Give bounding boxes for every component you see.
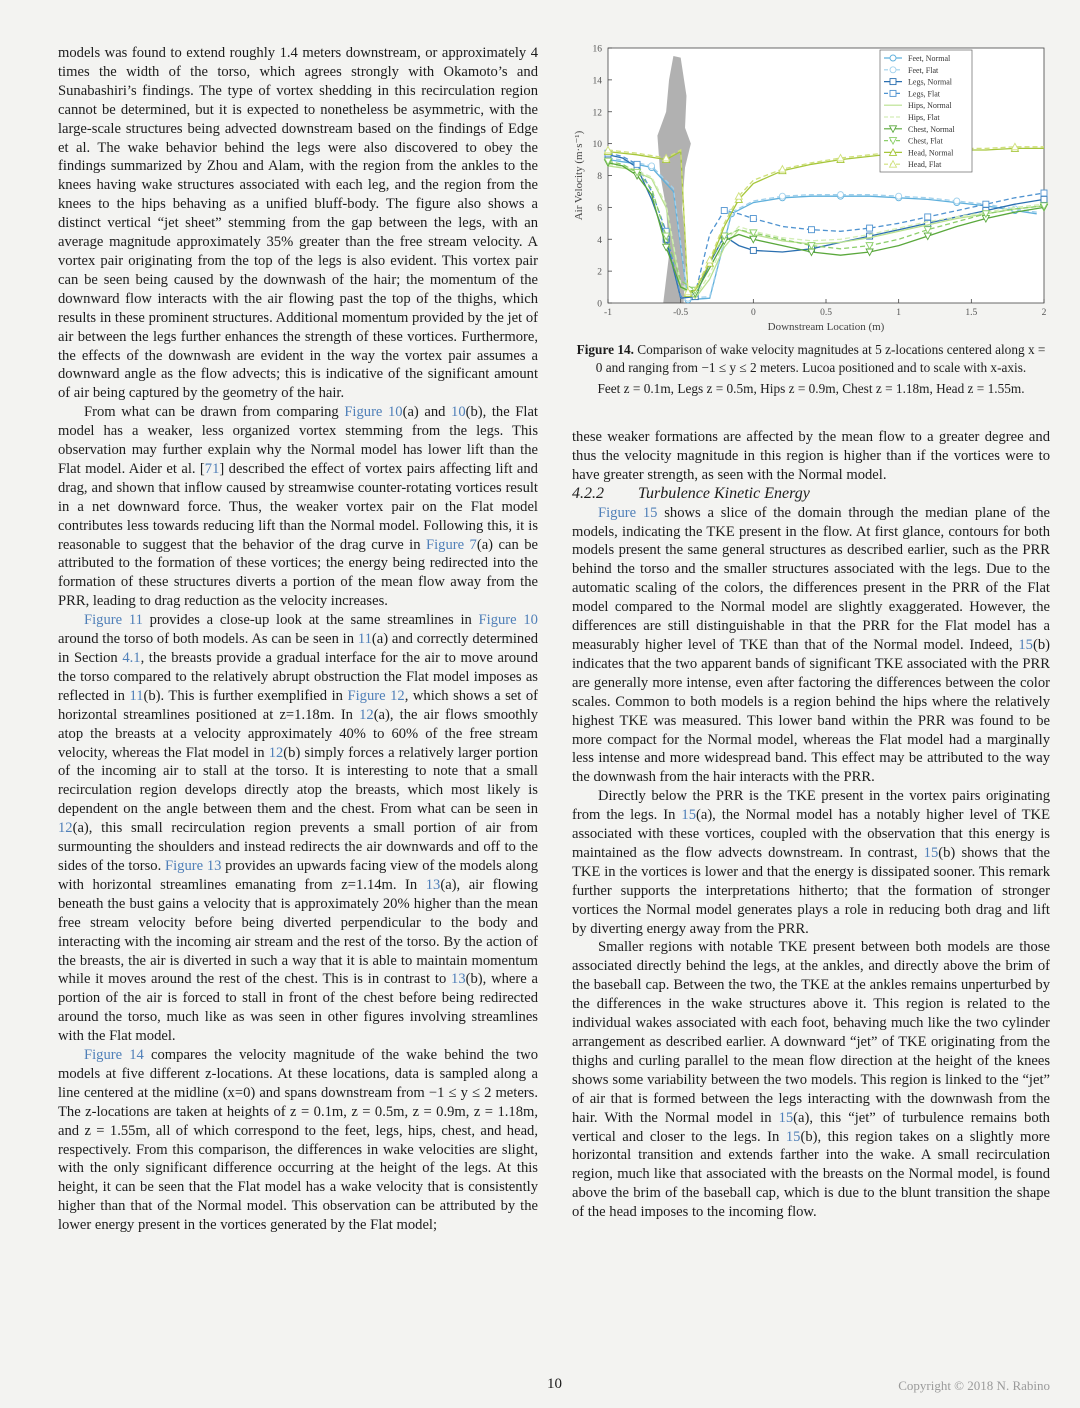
data-point <box>954 198 960 204</box>
y-tick-label: 6 <box>597 203 602 214</box>
y-tick-label: 16 <box>592 44 602 55</box>
paragraph-text: (b) simply forces a relatively larger portion of the incoming air to stall at the torso. It is interesting to note that a small recirculation region develops directly atop the breasts, which most likely is dependent on the angle between them and the chest. From what can be seen in <box>58 744 538 818</box>
x-tick-label: 1.5 <box>965 308 978 318</box>
paragraph-text: provides an upwards facing view of the models along with horizontal streamlines emanating from z=1.14m. In <box>58 857 538 893</box>
data-point <box>1041 196 1047 202</box>
cross-reference-link[interactable]: Figure 10 <box>478 612 538 629</box>
paragraph-text: (a) and correctly determined in Section <box>58 631 538 666</box>
paragraph-text: Smaller regions with notable TKE present between both models are those associated directly behind the legs, at the ankles, and directly above the brim of the baseball cap. Between the two, the TKE at the ankles remains unperturbed by the differences in the wake structures above it. This region is related to the individual wakes associated with each foot, behaving much like the two cylinder arrangement as described earlier. A downward “jet” of TKE originating from the thighs and curling parallel to the mean flow direction at the height of the knees shows some variability between the two models. This region is linked to the “jet” of air that is formed between the legs interacting with the downwash from the hair. With the Normal model in <box>572 939 1050 1126</box>
data-point <box>808 227 814 233</box>
right-column <box>572 428 1050 1222</box>
paragraph-text: compares the velocity magnitude of the wake behind the two models at five different z-locations. At these locations, data is sampled along a line centered at the midline (x=0) and spans downstream from −1 ≤ y ≤ 2 meters. The z-locations are taken at heights of z = 0.1m, z = 0.5m, z = 0.9m, z = 1.18m, and z = 1.55m, all of which correspond to the feet, legs, hips, chest, and head, respectively. From this comparison, the differences in wake velocities are slight, with the only significant difference occurring at the height of the legs. At this height, it can be seen that the Flat model has a wake velocity that is consistently higher than that of the Normal model. This observation can be attributed by the lower energy present in the vortices generated by the Flat model; <box>58 1047 538 1234</box>
cross-reference-link[interactable]: Figure 11 <box>84 612 143 629</box>
legend-entry: Head, Normal <box>908 148 954 158</box>
figure-14-chart <box>570 40 1050 340</box>
cross-reference-link[interactable]: 13 <box>425 876 441 893</box>
right-paragraph <box>572 504 1050 788</box>
x-tick-label: 1 <box>896 308 902 318</box>
paragraph-text: (b). This is further exemplified in <box>143 687 348 704</box>
legend-entry: Chest, Flat <box>908 136 943 146</box>
paragraph-text: (a), air flowing beneath the bust gains a velocity that is approximately 20% higher than the mean free stream velocity before being diverted perpendicular to the body and interacting with the incoming air stream and the rest of the torso. By the action of the breasts, the air is diverted in such a way that it is able to maintain momentum while it moves around the rest of the chest. This is in contrast to <box>58 876 538 988</box>
left-paragraph <box>58 403 538 611</box>
paragraph-text: (a) and <box>402 404 452 421</box>
y-tick-label: 14 <box>592 76 602 87</box>
cross-reference-link[interactable]: 71 <box>204 460 220 477</box>
x-tick-label: 0 <box>750 308 756 318</box>
y-tick-label: 4 <box>597 235 602 246</box>
x-axis-label: Downstream Location (m) <box>767 321 885 333</box>
cross-reference-link[interactable]: 13 <box>451 971 466 988</box>
paragraph-text: (b) indicates that the two apparent bands of significant TKE associated with the PRR are generally more intense, even after factoring the differences between the color scales. Common to both models is a region behind the hips where the relatively highest TKE was measured. This lower band within the PRR was found to be more compact for the Normal model, whereas the Flat model had a marginally less intense and more widespread band. This effect may be attributed to the way the downwash from the hair interacts with the PRR. <box>572 636 1050 786</box>
data-point <box>721 208 727 214</box>
data-point <box>867 225 873 231</box>
legend-marker <box>890 55 896 61</box>
cross-reference-link[interactable]: 12 <box>58 820 73 837</box>
paragraph-text: (b), where a portion of the air is forced to stall in front of the chest before being redirected around the torso, much like as was seen in other figures involving streamlines with the Flat model. <box>58 971 538 1045</box>
cross-reference-link[interactable]: Figure 15 <box>598 504 658 521</box>
cross-reference-link[interactable]: 10 <box>451 404 466 421</box>
paragraph-text: (b) shows that the TKE in the vortices is lower and that the energy is dissipated sooner. This remark further supports the interpretations hitherto; that the formation of stronger vortices the Normal model generates plays a role in reducing both drag and lift by diverting energy away from the PRR. <box>572 844 1050 937</box>
paragraph-text: Directly below the PRR is the TKE present in the vortex pairs originating from the legs. In <box>572 788 1050 824</box>
left-column <box>58 44 538 1235</box>
cross-reference-link[interactable]: 11 <box>129 687 144 704</box>
cross-reference-link[interactable]: Figure 13 <box>164 857 222 874</box>
section-number: 4.2.2 <box>572 484 604 502</box>
figure-label: Figure 14. <box>576 342 634 357</box>
cross-reference-link[interactable]: 4.1 <box>122 650 141 666</box>
legend-entry: Hips, Flat <box>908 113 940 122</box>
paragraph-text: ] described the effect of vortex pairs affecting lift and drag, and shown that inflow caused by streamwise counter-rotating vortices result in a net downward force. Thus, the weaker vortex pair on the Flat model contributes less towards reducing lift than the Normal model. Following this, it is reasonable to suggest that the behavior of the drag curve in <box>58 460 538 553</box>
cross-reference-link[interactable]: 15 <box>681 807 696 824</box>
section-heading <box>572 485 1050 504</box>
x-tick-label: -1 <box>604 308 612 318</box>
paragraph-text: shows a slice of the domain through the median plane of the models, indicating the TKE present in the flow. At first glance, contours for both models present the same general structures as described earlier, such as the PRR behind the torso and the smaller structures associated with the legs. Due to the automatic scaling of the colors, the differences present in the PRR of the Flat model compared to the Normal model are slightly exaggerated. However, the differences are still distinguishable in that the PRR for the Flat model has a measurably higher level of TKE than that of the Normal model. Indeed, <box>572 504 1050 653</box>
data-point <box>896 193 902 199</box>
paragraph-text: (b), this region takes on a slightly more horizontal transition and extends farther into the wake. A small recirculation region, much like that associated with the breasts on the Normal model, is found above the brim of the baseball cap, which is due to the blunt transition the shape of the head imposes to the incoming flow. <box>572 1128 1051 1221</box>
legend-entry: Legs, Normal <box>908 77 952 87</box>
y-tick-label: 0 <box>597 299 602 310</box>
x-tick-label: -0.5 <box>673 308 689 318</box>
cross-reference-link[interactable]: 15 <box>1018 636 1033 653</box>
data-point <box>925 214 931 220</box>
left-paragraph <box>58 44 538 403</box>
cross-reference-link[interactable]: Figure 12 <box>347 687 405 704</box>
cross-reference-link[interactable]: 15 <box>785 1128 801 1145</box>
left-paragraph <box>58 1046 538 1235</box>
legend-entry: Feet, Flat <box>908 65 939 75</box>
paragraph-text: (a), the Normal model has a notably higher level of TKE associated with these vortices, coupled with the observation that this energy is maintained as the flow advects downstream. In contrast, <box>572 807 1051 861</box>
section-title: Turbulence Kinetic Energy <box>638 484 810 502</box>
paragraph-text: provides a close-up look at the same streamlines in <box>142 612 479 629</box>
cross-reference-link[interactable]: 12 <box>268 744 284 761</box>
data-point <box>750 216 756 222</box>
cross-reference-link[interactable]: Figure 14 <box>84 1047 144 1064</box>
data-point <box>1041 190 1047 196</box>
cross-reference-link[interactable]: 11 <box>357 631 372 648</box>
paragraph-text: (a) can be attributed to the formation of these vortices; the energy being redirected into the formation of these structures diverts a portion of the mean flow away from the PRR, leading to drag reduction as the velocity increases. <box>58 536 538 610</box>
y-tick-label: 12 <box>592 108 602 119</box>
cross-reference-link[interactable]: Figure 7 <box>425 536 477 553</box>
paragraph-text: around the torso of both models. As can be seen in <box>58 631 358 648</box>
right-paragraph <box>572 787 1050 938</box>
paragraph-text: (a), this “jet” of turbulence remains both vertical and closer to the legs. In <box>572 1109 1050 1145</box>
paragraph-text: these weaker formations are affected by the mean flow to a greater degree and thus the velocity magnitude in this region is higher than if the vortices were to have greater strength, as seen with the Normal model. <box>572 429 1050 483</box>
legend-entry: Legs, Flat <box>908 89 940 99</box>
x-tick-label: 2 <box>1041 308 1047 318</box>
cross-reference-link[interactable]: Figure 10 <box>344 404 403 421</box>
y-axis-label: Air Velocity (m·s⁻¹) <box>573 130 585 221</box>
data-point <box>838 192 844 198</box>
right-paragraph-continuation <box>572 428 1050 485</box>
legend-entry: Head, Flat <box>908 160 942 170</box>
legend-marker <box>890 90 896 96</box>
paragraph-text: (a), the air flows smoothly atop the breasts at a velocity approximately 40% to 60% of the free stream velocity, whereas the Flat model in <box>58 706 538 761</box>
cross-reference-link[interactable]: 15 <box>923 844 939 861</box>
data-point <box>649 163 655 169</box>
right-paragraph <box>572 938 1050 1222</box>
y-tick-label: 2 <box>597 267 602 278</box>
page-number: 10 <box>547 1376 562 1392</box>
paragraph-text: models was found to extend roughly 1.4 meters downstream, or approximately 4 times the width of the torso, which agrees strongly with Okamoto’s and Sunabashiri’s findings. The type of vortex shedding in this recirculation region cannot be determined, but it is expected to nonetheless be asymmetric, with the large-scale structures being advected downstream based on the findings of Edge et al. The wake behavior behind the legs were also discovered to obey the findings summarized by Zhou and Alam, with the region from the ankles to the knees having wake structures associated with each leg, and the region from the knees to the hips behaving as a unified bluff-body. The figure also shows a distinct vertical “jet sheet” stemming from the gap between the legs, with an average magnitude approximately 35% greater than the free stream velocity. A vortex pair originating from the top of the legs is also evident. This vortex pair can be seen being caused by the downwash of the hair; the momentum of the downward flow interacts with the air flowing past the top of the thighs, which results in these prominent structures. Additional momentum provided by the jet of air between the legs further enhances the strength of these vortices. Furthermore, the effects of the downwash are evident in the way the vortex pair assumes a downward angle as the flow advects; this is indicative of the significant amount of air being captured by the geometry of the hair. <box>58 45 538 402</box>
cross-reference-link[interactable]: 15 <box>778 1109 794 1126</box>
paragraph-text: (b), the Flat model has a weaker, less organized vortex stemming from the legs. This observation may further explain why the Normal model has lower lift than the Flat model. Aider et al. [ <box>58 404 538 477</box>
legend-marker <box>890 67 896 73</box>
y-tick-label: 8 <box>597 172 602 182</box>
data-point <box>750 247 756 253</box>
paragraph-text: , the breasts provide a gradual interface for the air to move around the torso compared to the relatively abrupt obstruction the Flat model imposes as reflected in <box>58 650 538 704</box>
figure-caption <box>574 341 1048 398</box>
paragraph-text: , which shows a set of horizontal streamlines positioned at z=1.18m. In <box>58 687 538 723</box>
chart-svg <box>570 40 1050 340</box>
figure-caption-text: Comparison of wake velocity magnitudes at 5 z-locations centered along x = 0 and ranging from −1 ≤ y ≤ 2 meters. Lucoa positioned and to scale with x-axis. <box>595 342 1046 375</box>
data-point <box>634 161 640 167</box>
left-paragraph <box>58 611 538 1046</box>
legend-entry: Feet, Normal <box>908 54 951 63</box>
paragraph-text: From what can be drawn from comparing <box>84 404 345 421</box>
x-tick-label: 0.5 <box>820 308 832 318</box>
data-point <box>983 201 989 207</box>
cross-reference-link[interactable]: 12 <box>359 706 374 723</box>
data-point <box>779 193 785 199</box>
paragraph-text: (a), this small recirculation region prevents a small portion of air from surmounting the shoulders and instead redirects the air downwards and off to the sides of the torso. <box>58 820 538 874</box>
legend-entry: Hips, Normal <box>908 101 952 111</box>
legend-marker <box>890 79 896 85</box>
figure-z-locations: Feet z = 0.1m, Legs z = 0.5m, Hips z = 0.9m, Chest z = 1.18m, Head z = 1.55m. <box>597 381 1025 396</box>
legend-entry: Chest, Normal <box>908 124 955 134</box>
copyright-notice: Copyright © 2018 N. Rabino <box>898 1378 1050 1393</box>
y-tick-label: 10 <box>592 140 602 151</box>
